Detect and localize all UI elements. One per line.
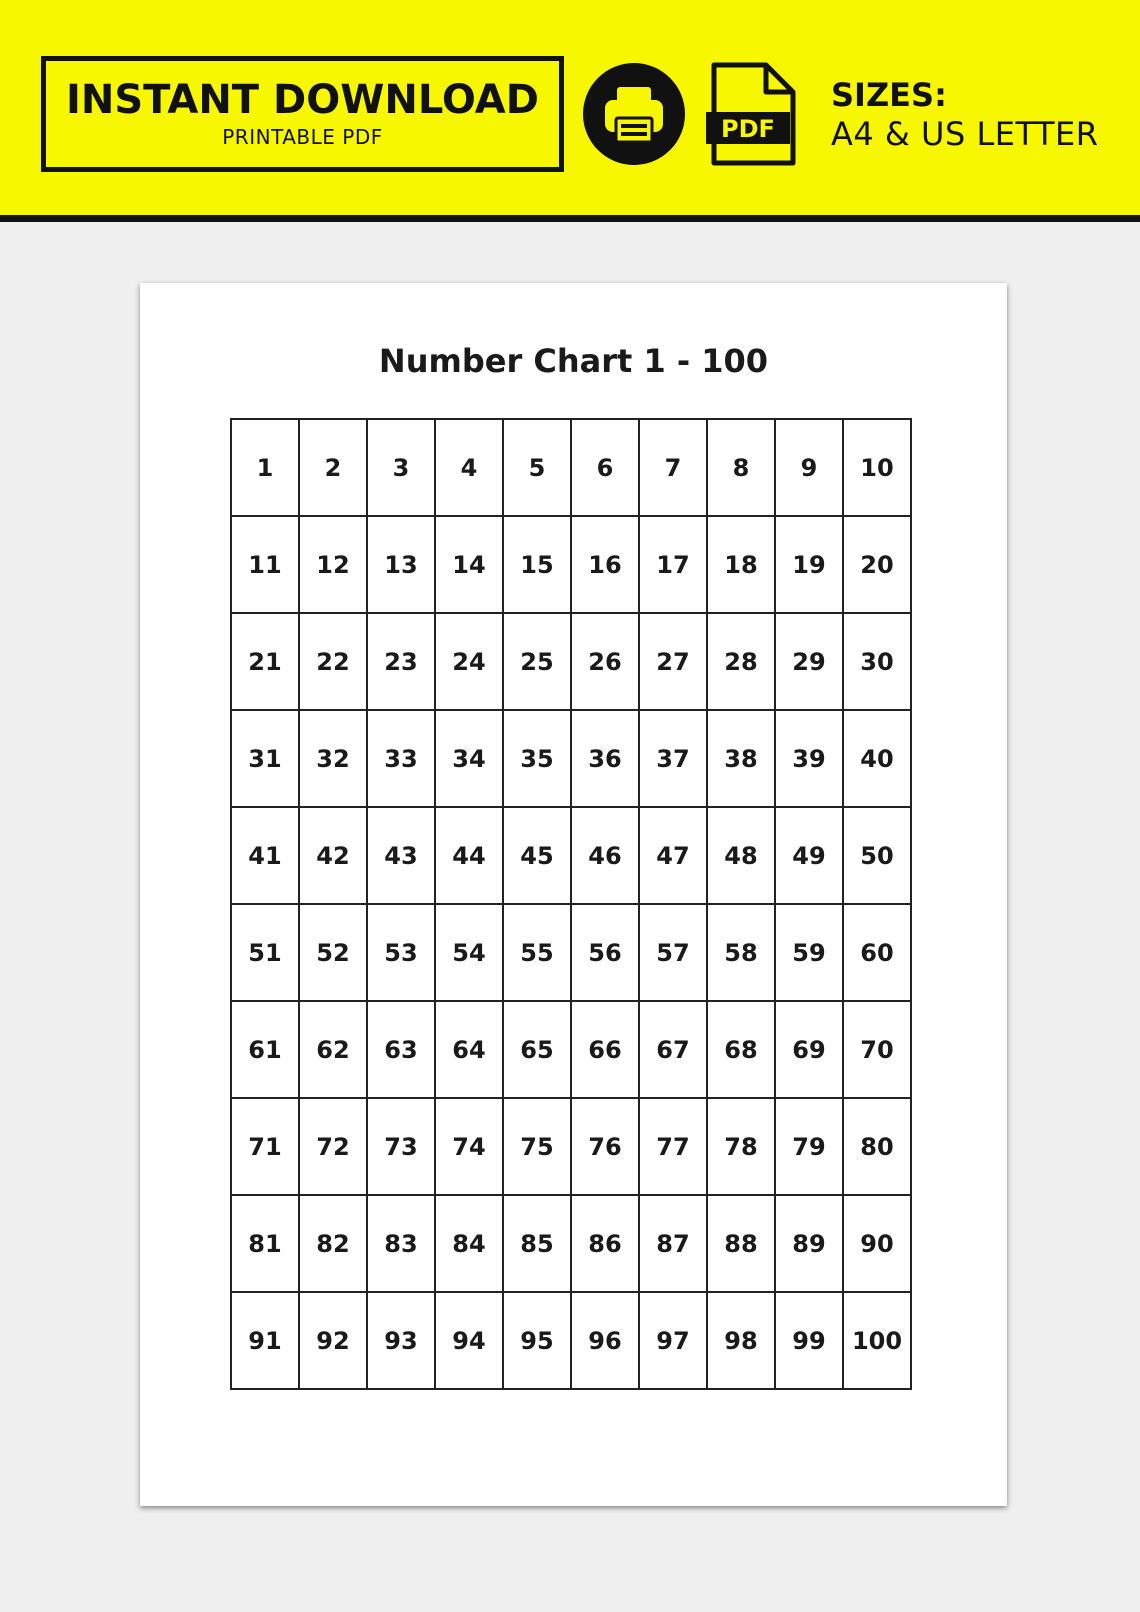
- grid-cell: 95: [503, 1292, 571, 1389]
- grid-cell: 14: [435, 516, 503, 613]
- grid-cell: 62: [299, 1001, 367, 1098]
- grid-row: [231, 1292, 911, 1389]
- grid-cell: 9: [775, 419, 843, 516]
- grid-cell: 78: [707, 1098, 775, 1195]
- grid-cell: 15: [503, 516, 571, 613]
- grid-cell: 59: [775, 904, 843, 1001]
- grid-cell: 26: [571, 613, 639, 710]
- grid-cell: 41: [231, 807, 299, 904]
- badge-subtitle: PRINTABLE PDF: [222, 125, 383, 149]
- grid-cell: 97: [639, 1292, 707, 1389]
- grid-cell: 84: [435, 1195, 503, 1292]
- grid-cell: 29: [775, 613, 843, 710]
- grid-cell: 88: [707, 1195, 775, 1292]
- grid-cell: 63: [367, 1001, 435, 1098]
- instant-download-badge: [41, 56, 564, 172]
- grid-cell: 17: [639, 516, 707, 613]
- badge-title: INSTANT DOWNLOAD: [66, 77, 539, 123]
- grid-cell: 36: [571, 710, 639, 807]
- grid-cell: 98: [707, 1292, 775, 1389]
- grid-cell: 66: [571, 1001, 639, 1098]
- grid-cell: 35: [503, 710, 571, 807]
- grid-cell: 64: [435, 1001, 503, 1098]
- grid-cell: 57: [639, 904, 707, 1001]
- grid-cell: 23: [367, 613, 435, 710]
- grid-cell: 94: [435, 1292, 503, 1389]
- grid-cell: 99: [775, 1292, 843, 1389]
- grid-cell: 27: [639, 613, 707, 710]
- sizes-label: SIZES:: [831, 76, 947, 114]
- grid-cell: 31: [231, 710, 299, 807]
- grid-row: [231, 419, 911, 516]
- grid-cell: 100: [843, 1292, 911, 1389]
- grid-cell: 70: [843, 1001, 911, 1098]
- grid-cell: 58: [707, 904, 775, 1001]
- grid-cell: 81: [231, 1195, 299, 1292]
- grid-cell: 40: [843, 710, 911, 807]
- grid-cell: 28: [707, 613, 775, 710]
- grid-cell: 73: [367, 1098, 435, 1195]
- grid-cell: 52: [299, 904, 367, 1001]
- grid-cell: 91: [231, 1292, 299, 1389]
- grid-cell: 56: [571, 904, 639, 1001]
- grid-cell: 8: [707, 419, 775, 516]
- printer-icon: [583, 63, 685, 165]
- grid-cell: 47: [639, 807, 707, 904]
- grid-cell: 69: [775, 1001, 843, 1098]
- grid-cell: 24: [435, 613, 503, 710]
- grid-cell: 77: [639, 1098, 707, 1195]
- grid-cell: 37: [639, 710, 707, 807]
- sizes-info: [831, 76, 1098, 154]
- grid-cell: 45: [503, 807, 571, 904]
- grid-cell: 90: [843, 1195, 911, 1292]
- grid-cell: 85: [503, 1195, 571, 1292]
- grid-cell: 11: [231, 516, 299, 613]
- grid-cell: 74: [435, 1098, 503, 1195]
- grid-row: [231, 904, 911, 1001]
- grid-cell: 92: [299, 1292, 367, 1389]
- grid-row: [231, 1001, 911, 1098]
- grid-cell: 83: [367, 1195, 435, 1292]
- grid-cell: 6: [571, 419, 639, 516]
- grid-row: [231, 807, 911, 904]
- grid-cell: 4: [435, 419, 503, 516]
- grid-row: [231, 710, 911, 807]
- grid-cell: 42: [299, 807, 367, 904]
- sheet-title: Number Chart 1 - 100: [378, 342, 769, 380]
- grid-cell: 49: [775, 807, 843, 904]
- grid-cell: 54: [435, 904, 503, 1001]
- grid-cell: 51: [231, 904, 299, 1001]
- grid-cell: 68: [707, 1001, 775, 1098]
- grid-cell: 5: [503, 419, 571, 516]
- grid-cell: 87: [639, 1195, 707, 1292]
- promo-banner: [0, 0, 1140, 222]
- grid-cell: 22: [299, 613, 367, 710]
- grid-cell: 39: [775, 710, 843, 807]
- grid-cell: 89: [775, 1195, 843, 1292]
- grid-cell: 60: [843, 904, 911, 1001]
- grid-cell: 72: [299, 1098, 367, 1195]
- grid-cell: 34: [435, 710, 503, 807]
- grid-cell: 32: [299, 710, 367, 807]
- grid-cell: 75: [503, 1098, 571, 1195]
- grid-cell: 38: [707, 710, 775, 807]
- grid-row: [231, 1195, 911, 1292]
- grid-cell: 16: [571, 516, 639, 613]
- pdf-file-icon: [704, 62, 800, 166]
- grid-cell: 79: [775, 1098, 843, 1195]
- grid-row: [231, 516, 911, 613]
- grid-cell: 76: [571, 1098, 639, 1195]
- grid-cell: 82: [299, 1195, 367, 1292]
- grid-cell: 21: [231, 613, 299, 710]
- grid-cell: 20: [843, 516, 911, 613]
- grid-cell: 71: [231, 1098, 299, 1195]
- grid-cell: 33: [367, 710, 435, 807]
- grid-cell: 1: [231, 419, 299, 516]
- grid-cell: 10: [843, 419, 911, 516]
- grid-cell: 93: [367, 1292, 435, 1389]
- grid-cell: 46: [571, 807, 639, 904]
- grid-cell: 44: [435, 807, 503, 904]
- grid-row: [231, 613, 911, 710]
- pdf-icon-label: PDF: [721, 115, 775, 143]
- grid-cell: 96: [571, 1292, 639, 1389]
- grid-cell: 30: [843, 613, 911, 710]
- number-grid: [230, 418, 912, 1390]
- grid-cell: 18: [707, 516, 775, 613]
- grid-cell: 43: [367, 807, 435, 904]
- printable-sheet-preview: [140, 283, 1007, 1506]
- grid-cell: 65: [503, 1001, 571, 1098]
- grid-cell: 2: [299, 419, 367, 516]
- grid-cell: 50: [843, 807, 911, 904]
- grid-cell: 53: [367, 904, 435, 1001]
- grid-cell: 3: [367, 419, 435, 516]
- grid-cell: 55: [503, 904, 571, 1001]
- sizes-value: A4 & US LETTER: [831, 115, 1099, 153]
- grid-cell: 12: [299, 516, 367, 613]
- grid-row: [231, 1098, 911, 1195]
- grid-cell: 67: [639, 1001, 707, 1098]
- grid-cell: 19: [775, 516, 843, 613]
- grid-cell: 7: [639, 419, 707, 516]
- grid-cell: 80: [843, 1098, 911, 1195]
- grid-cell: 13: [367, 516, 435, 613]
- grid-cell: 61: [231, 1001, 299, 1098]
- grid-cell: 86: [571, 1195, 639, 1292]
- grid-cell: 48: [707, 807, 775, 904]
- grid-cell: 25: [503, 613, 571, 710]
